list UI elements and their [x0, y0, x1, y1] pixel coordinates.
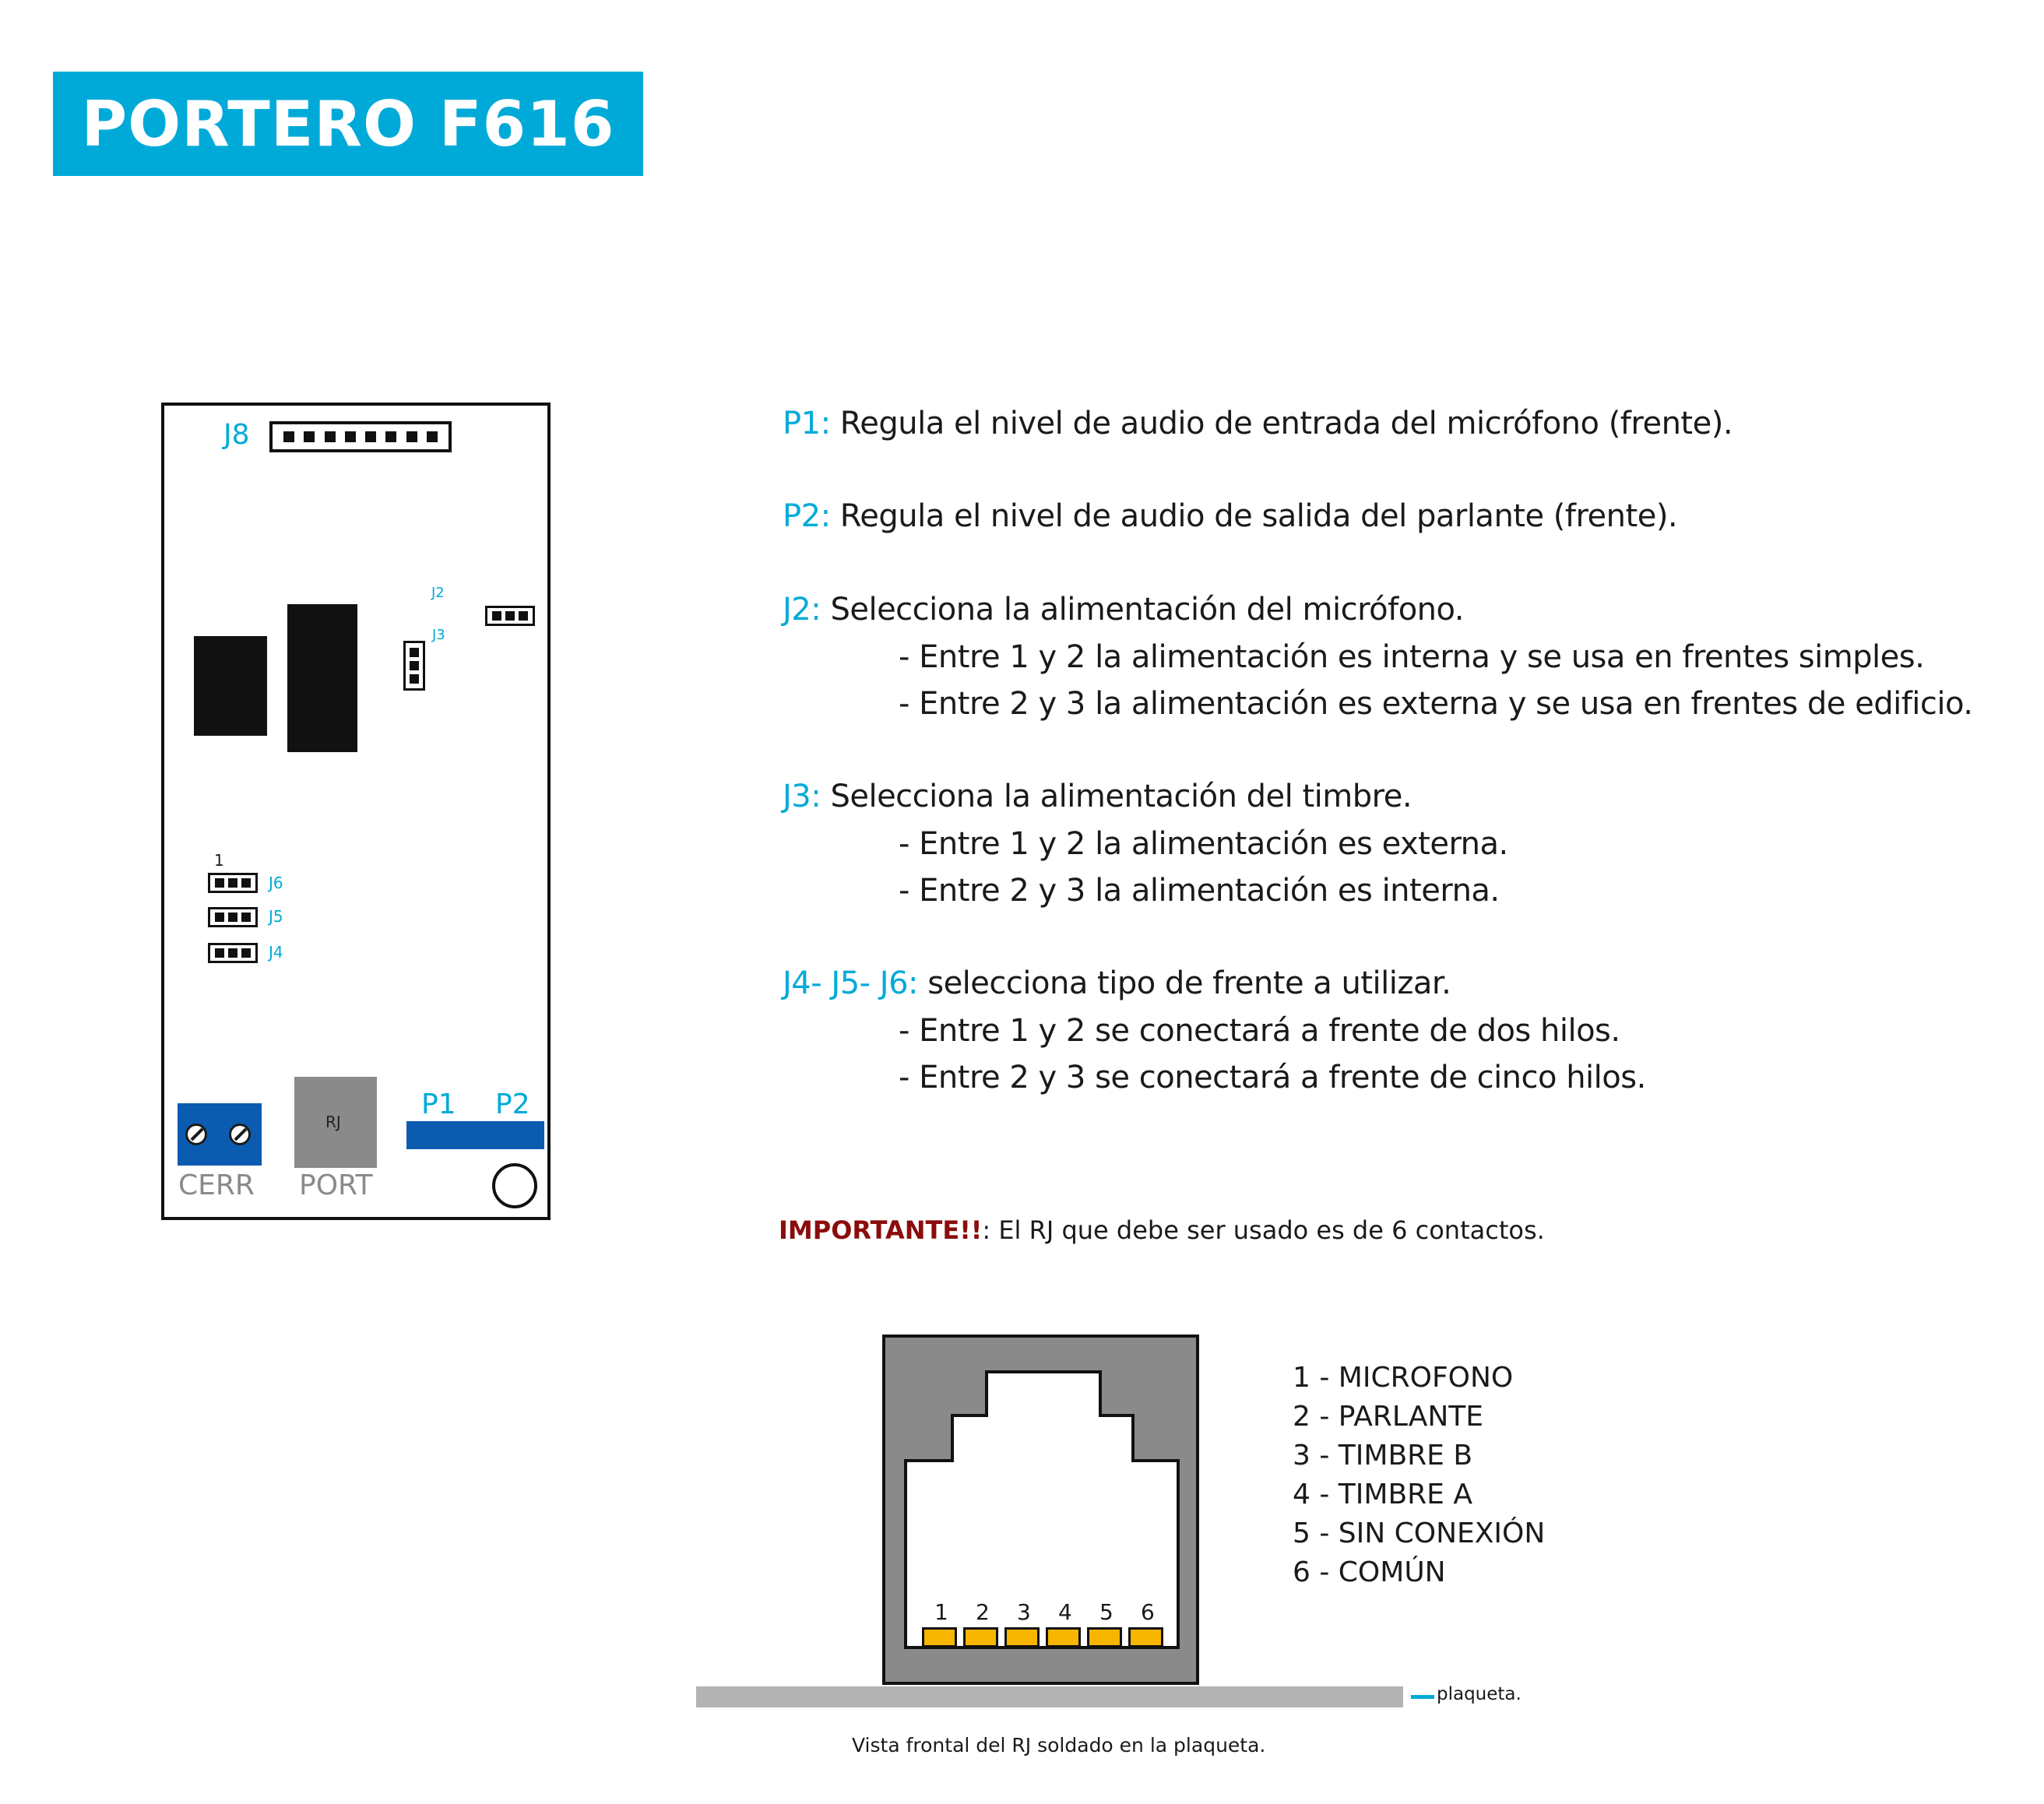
desc-j456-sub2: - Entre 2 y 3 se conectará a frente de cinco hilos.	[899, 1060, 1646, 1095]
j2-jumper	[485, 606, 535, 626]
rj-contacts	[922, 1627, 1170, 1648]
desc-j3-text: Selecciona la alimentación del timbre.	[830, 779, 1413, 814]
pinout-item: 1 - MICROFONO	[1293, 1362, 1514, 1394]
p2-label: P2	[495, 1088, 530, 1120]
desc-p2	[783, 498, 1678, 534]
j5-jumper	[208, 907, 258, 927]
pin-1-label: 1	[214, 851, 224, 870]
desc-j456-sub1: - Entre 1 y 2 se conectará a frente de dos hilos.	[899, 1013, 1620, 1049]
contact-number: 1	[934, 1599, 948, 1625]
rj-contact	[1046, 1627, 1081, 1648]
pinout-item: 6 - COMÚN	[1293, 1556, 1446, 1588]
rj-contact	[963, 1627, 998, 1648]
port-label: PORT	[299, 1169, 373, 1201]
rj-contact	[1087, 1627, 1122, 1648]
contact-number: 2	[976, 1599, 990, 1625]
desc-j456-text: selecciona tipo de frente a utilizar.	[927, 965, 1451, 1001]
rj-label: RJ	[325, 1113, 341, 1131]
important-text: : El RJ que debe ser usado es de 6 contactos.	[982, 1215, 1545, 1245]
desc-p1-text: Regula el nivel de audio de entrada del micrófono (frente).	[839, 406, 1733, 441]
p1-label: P1	[421, 1088, 456, 1120]
rj-contact	[1128, 1627, 1163, 1648]
desc-p1	[783, 408, 1733, 439]
desc-j2-sub1: - Entre 1 y 2 la alimentación es interna y se usa en frentes simples.	[899, 639, 1925, 675]
j3-jumper	[403, 641, 425, 691]
pinout-item: 5 - SIN CONEXIÓN	[1293, 1517, 1546, 1549]
pinout-list	[1293, 1359, 1545, 1592]
page-title: PORTERO F616	[81, 87, 615, 160]
pinout-item: 2 - PARLANTE	[1293, 1401, 1484, 1433]
desc-j456-key: J4- J5- J6:	[783, 965, 919, 1001]
contact-number: 4	[1058, 1599, 1072, 1625]
desc-j3	[783, 781, 1412, 812]
rj-contact	[1004, 1627, 1040, 1648]
j2-label: J2	[431, 585, 445, 601]
contact-number: 3	[1017, 1599, 1031, 1625]
rj-connector-front-view	[882, 1335, 1199, 1685]
desc-j456	[783, 965, 1451, 1001]
desc-j3-sub2: - Entre 2 y 3 la alimentación es interna.	[899, 873, 1500, 909]
plaqueta-board	[696, 1686, 1403, 1707]
contact-number: 6	[1141, 1599, 1155, 1625]
screw-icon	[229, 1124, 251, 1145]
cerr-label: CERR	[178, 1169, 255, 1201]
chip-right	[287, 604, 357, 752]
pinout-item: 4 - TIMBRE A	[1293, 1479, 1472, 1510]
cerr-terminal-block	[178, 1103, 262, 1166]
j4-jumper	[208, 943, 258, 963]
desc-j3-key: J3:	[783, 779, 821, 814]
rj-port	[294, 1077, 377, 1168]
j4-label: J4	[269, 943, 283, 962]
pinout-item: 3 - TIMBRE B	[1293, 1440, 1473, 1472]
important-note	[779, 1215, 1545, 1245]
desc-j2-key: J2:	[783, 592, 821, 628]
j6-jumper	[208, 873, 258, 893]
chip-left	[194, 636, 267, 736]
mounting-hole	[492, 1163, 537, 1208]
desc-j2	[783, 592, 1464, 628]
plaqueta-label: plaqueta.	[1437, 1684, 1522, 1704]
desc-p1-key: P1:	[783, 406, 831, 441]
desc-p2-text: Regula el nivel de audio de salida del parlante (frente).	[839, 498, 1678, 534]
j3-label: J3	[432, 627, 445, 643]
j8-label: J8	[223, 419, 250, 451]
important-label: IMPORTANTE!!	[779, 1215, 983, 1245]
desc-j2-sub2: - Entre 2 y 3 la alimentación es externa y se usa en frentes de edificio.	[899, 686, 1973, 722]
title-banner	[53, 72, 643, 176]
rj-contact	[922, 1627, 957, 1648]
desc-j3-sub1: - Entre 1 y 2 la alimentación es externa.	[899, 826, 1508, 862]
screw-icon	[185, 1124, 207, 1145]
j8-connector	[269, 421, 452, 452]
j5-label: J5	[269, 907, 283, 926]
desc-j2-text: Selecciona la alimentación del micrófono.	[830, 592, 1464, 628]
plaqueta-pointer	[1411, 1695, 1434, 1699]
rj-caption: Vista frontal del RJ soldado en la plaqueta.	[852, 1734, 1266, 1757]
potentiometer-bar	[406, 1121, 544, 1149]
j6-label: J6	[269, 874, 283, 892]
desc-p2-key: P2:	[783, 498, 831, 534]
contact-number: 5	[1099, 1599, 1113, 1625]
